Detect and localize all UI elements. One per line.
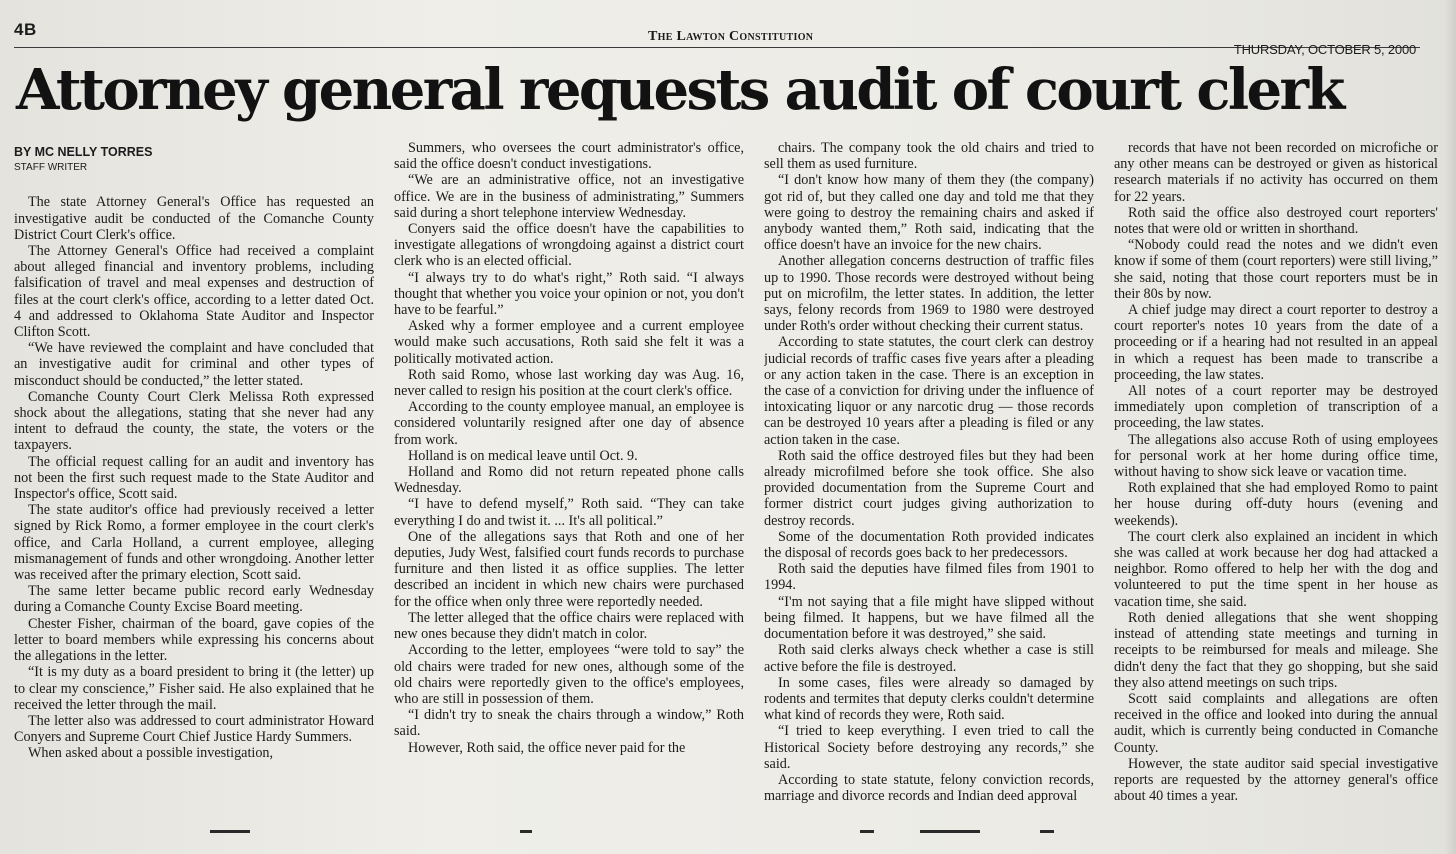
page-number: 4B <box>14 20 37 39</box>
article-paragraph: Asked why a former employee and a current employee would make such accusations, Roth said she felt it was a politically motivated action. <box>394 318 744 367</box>
print-mark <box>860 830 874 833</box>
article-paragraph: “I have to defend myself,” Roth said. “They can take everything I do and twist it. ... It's all political.” <box>394 496 744 529</box>
article-paragraph: “I tried to keep everything. I even tried to call the Historical Society before destroying any records,” she said. <box>764 723 1094 772</box>
article-paragraph: “We have reviewed the complaint and have concluded that an investigative audit for criminal and other types of misconduct should be conducted,” the letter stated. <box>14 340 374 389</box>
article-paragraph: Roth said the office also destroyed court reporters' notes that were old or written in shorthand. <box>1114 204 1438 238</box>
article-paragraph: According to the letter, employees “were told to say” the old chairs were traded for new ones, although some of the old chairs were reportedly given to the office's employees, who are still in possession of them. <box>394 642 744 707</box>
article-column-4 <box>1114 140 1438 820</box>
article-paragraph: A chief judge may direct a court reporter to destroy a court reporter's notes 10 years from the date of a proceeding or if a hearing had not resulted in an appeal in which a request has been made to transcribe a proceeding, the law states. <box>1114 302 1438 383</box>
article-paragraph: According to state statutes, the court clerk can destroy judicial records of traffic cases five years after a pleading or any action taken in the case. There is an exception in the case of a conviction for driving under the influence of intoxicating liquor or any narcotic drug — those records can be destroyed 10 years after a pleading is filed or any action taken in the case. <box>764 334 1094 448</box>
masthead-rule <box>14 47 1420 48</box>
issue-date: THURSDAY, OCTOBER 5, 2000 <box>1233 42 1416 57</box>
page-edge-shadow <box>1444 0 1456 854</box>
article-body <box>14 140 1438 820</box>
print-mark <box>920 830 980 833</box>
article-column-3 <box>764 140 1094 820</box>
print-mark <box>1040 830 1054 833</box>
article-paragraph: “Nobody could read the notes and we didn't even know if some of them (court reporters) were still living,” she said, noting that those court reporters must be in their 80s by now. <box>1114 237 1438 302</box>
article-paragraph: “I always try to do what's right,” Roth said. “I always thought that whether you voice your opinion or not, you don't have to be fearful.” <box>394 269 744 319</box>
article-paragraph: “We are an administrative office, not an investigative office. We are in the business of administrating,” Summers said during a short telephone interview Wednesday. <box>394 172 744 221</box>
article-paragraph: Another allegation concerns destruction of traffic files up to 1990. Those records were destroyed without being put on microfilm, the letter states. In addition, the letter says, felony records from 1969 to 1980 were destroyed under Roth's order without checking their current status. <box>764 253 1094 335</box>
article-paragraph: Conyers said the office doesn't have the capabilities to investigate allegations of wrongdoing against a district court clerk who is an elected official. <box>394 221 744 270</box>
article-paragraph: When asked about a possible investigation, <box>28 745 274 762</box>
article-paragraph: chairs. The company took the old chairs and tried to sell them as used furniture. <box>764 140 1094 173</box>
article-paragraph: Roth said the deputies have filmed files from 1901 to 1994. <box>764 561 1094 594</box>
article-paragraph: Roth said clerks always check whether a case is still active before the file is destroyed. <box>764 642 1094 675</box>
article-paragraph: The allegations also accuse Roth of using employees for personal work at her home during office time, without having to show sick leave or vacation time. <box>1114 431 1438 481</box>
newspaper-name: The Lawton Constitution <box>648 29 814 44</box>
article-paragraph: “I'm not saying that a file might have slipped without being filmed. It happens, but we have filmed all the documentation before it was destroyed,” she said. <box>764 593 1094 643</box>
print-mark <box>520 830 532 833</box>
article-paragraph: The state Attorney General's Office has requested an investigative audit be conducted of the Comanche County District Court Clerk's office. <box>14 194 374 243</box>
article-paragraph: The same letter became public record early Wednesday during a Comanche County Excise Board meeting. <box>14 583 374 616</box>
article-paragraph: According to the county employee manual, an employee is considered voluntarily resigned after one day of absence from work. <box>394 399 744 448</box>
article-paragraph: All notes of a court reporter may be destroyed immediately upon completion of transcription of a proceeding, the law states. <box>1114 383 1438 432</box>
article-paragraph: However, the state auditor said special investigative reports are requested by the attorney general's office about 40 times a year. <box>1114 755 1438 805</box>
article-paragraph: “I don't know how many of them they (the company) got rid of, but they called one day and told me that they were going to destroy the remaining chairs and asked if anybody wanted them,” Roth said, indicating that the office doesn't have an invoice for the new chairs. <box>764 172 1094 254</box>
article-paragraph: The letter also was addressed to court administrator Howard Conyers and Supreme Court Chief Justice Hardy Summers. <box>14 712 374 746</box>
article-paragraph: “I didn't try to sneak the chairs through a window,” Roth said. <box>394 707 744 740</box>
article-paragraph: Chester Fisher, chairman of the board, gave copies of the letter to board members while expressing his concerns about the allegations in the letter. <box>14 615 374 665</box>
article-headline: Attorney general requests audit of court clerk <box>16 57 1343 123</box>
article-paragraph: Scott said complaints and allegations are often received in the office and looked into during the annual audit, which is currently being conducted in Comanche County. <box>1114 690 1438 756</box>
article-paragraph: Holland is on medical leave until Oct. 9. <box>408 447 638 464</box>
article-paragraph: In some cases, files were already so damaged by rodents and termites that deputy clerks couldn't determine what kind of records they were, Roth said. <box>764 674 1094 724</box>
bottom-print-marks <box>0 830 1456 844</box>
article-paragraph: Some of the documentation Roth provided indicates the disposal of records goes back to her predecessors. <box>764 528 1094 562</box>
article-paragraph: According to state statute, felony conviction records, marriage and divorce records and Indian deed approval <box>764 771 1094 805</box>
article-paragraph: However, Roth said, the office never paid for the <box>408 739 686 756</box>
article-paragraph: Roth denied allegations that she went shopping instead of attending state meetings and turning in receipts to be reimbursed for meals and mileage. She didn't deny the fact that they go shopping, but she said they also attend meetings on such trips. <box>1114 609 1438 691</box>
article-paragraph: Roth said the office destroyed files but they had been already microfilmed before she took office. She also provided documentation from the Supreme Court and former district court judges giving authorization to destroy records. <box>764 447 1094 529</box>
article-column-1 <box>14 140 374 820</box>
byline-role: STAFF WRITER <box>14 162 88 174</box>
article-paragraph: The official request calling for an audit and inventory has not been the first such request made to the State Auditor and Inspector's office, Scott said. <box>14 453 374 503</box>
article-paragraph: Comanche County Court Clerk Melissa Roth expressed shock about the allegations, stating that she never had any intent to defraud the county, the state, the voters or the taxpayers. <box>14 388 374 454</box>
article-paragraph: Roth said Romo, whose last working day was Aug. 16, never called to resign his position at the court clerk's office. <box>394 366 744 400</box>
article-paragraph: Holland and Romo did not return repeated phone calls Wednesday. <box>394 464 744 497</box>
article-paragraph: The state auditor's office had previously received a letter signed by Rick Romo, a former employee in the court clerk's office, and Carla Holland, a current employee, alleging mismanagement of funds and other wrongdoing. Another letter was received after the primary election, Scott said. <box>14 502 374 584</box>
article-paragraph: One of the allegations says that Roth and one of her deputies, Judy West, falsified court funds records to purchase furniture and then listed it as office supplies. The letter described an incident in which new chairs were purchased for the office when only three were reportedly needed. <box>394 528 744 610</box>
article-paragraph: “It is my duty as a board president to bring it (the letter) up to clear my conscience,” Fisher said. He also explained that he received the letter through the mail. <box>14 664 374 713</box>
article-paragraph: The Attorney General's Office had received a complaint about alleged financial and inventory problems, including falsification of travel and meal expenses and destruction of files at the court clerk's office, according to a letter dated Oct. 4 and addressed to Oklahoma State Auditor and Inspector Clifton Scott. <box>14 243 374 341</box>
byline: BY MC NELLY TORRES <box>14 145 153 159</box>
article-paragraph: records that have not been recorded on microfiche or any other means can be destroyed or given as historical research materials if no activity has occurred on them for 22 years. <box>1114 140 1438 205</box>
article-column-2 <box>394 140 744 820</box>
article-paragraph: The letter alleged that the office chairs were replaced with new ones because they didn't match in color. <box>394 609 744 643</box>
print-mark <box>210 830 250 833</box>
article-paragraph: Roth explained that she had employed Romo to paint her house during off-duty hours (evening and weekends). <box>1114 480 1438 529</box>
article-paragraph: The court clerk also explained an incident in which she was called at work because her dog had attacked a neighbor. Romo offered to help her with the dog and volunteered to put the time spent in her house as vacation time, she said. <box>1114 528 1438 610</box>
article-paragraph: Summers, who oversees the court administrator's office, said the office doesn't conduct investigations. <box>394 140 744 173</box>
